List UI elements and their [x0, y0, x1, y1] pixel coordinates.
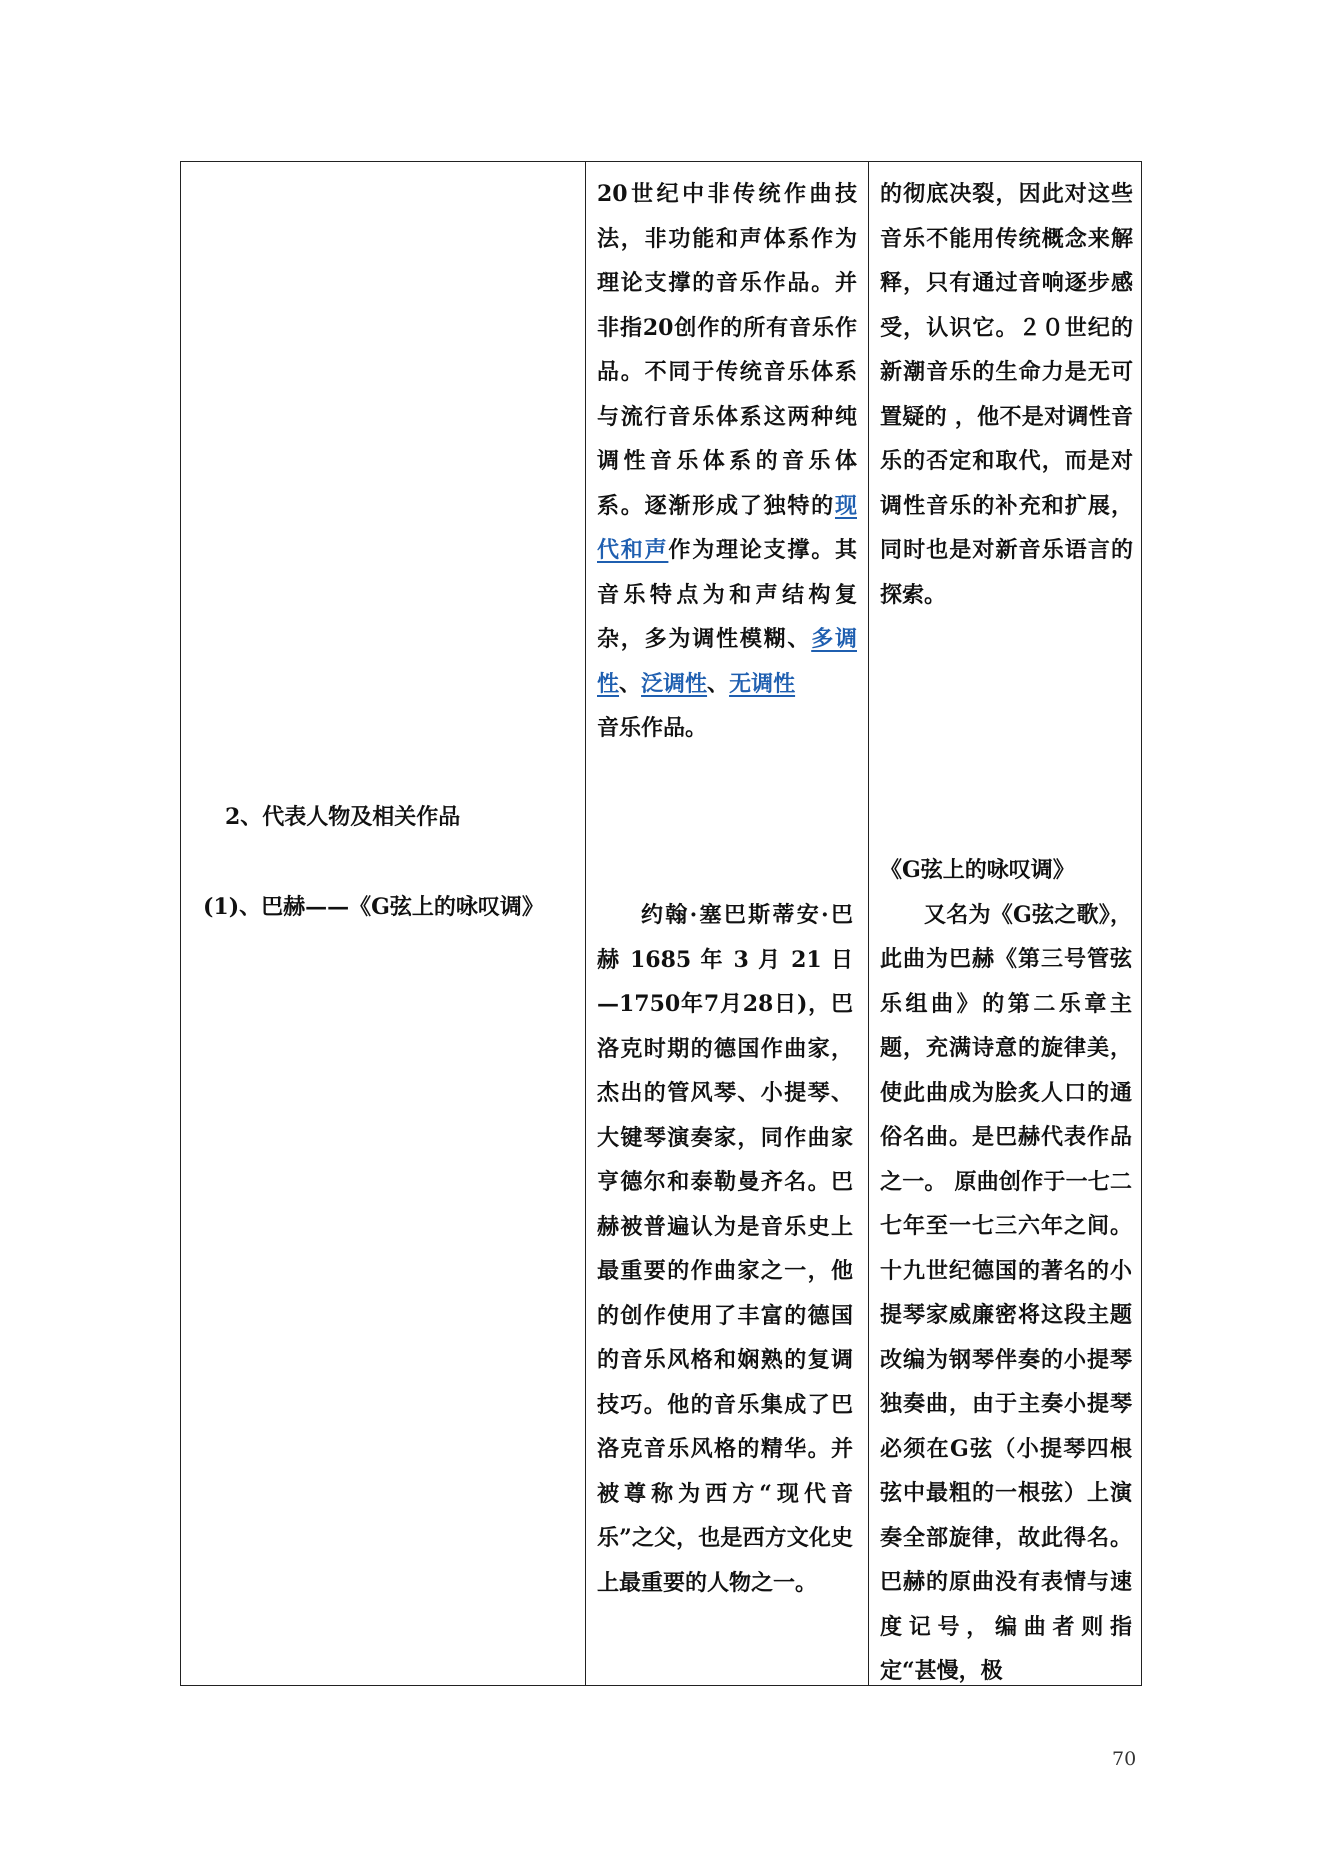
paragraph-modern-music-definition	[597, 172, 857, 751]
text-segment: 音乐作品。	[597, 715, 708, 741]
text-segment: 20世纪中非传统作曲技法，非功能和声体系作为理论支撑的音乐作品。并非指20创作的所有音乐作品。不同于传统音乐体系与流行音乐体系这两种纯调性音乐体系的音乐体系。逐渐形成了独特的	[597, 181, 857, 519]
paragraph-new-music-vitality: 的彻底决裂，因此对这些音乐不能用传统概念来解释，只有通过音响逐步感受，认识它。２０世纪的新潮音乐的生命力是无可置疑的 ，他不是对调性音乐的否定和取代，而是对调性音乐的补充和扩展，同时也是对新音乐语言的探索。	[880, 181, 1133, 608]
piece-title-air-on-g: 《G弦上的咏叹调》	[880, 857, 1075, 883]
text-separator: 、	[707, 670, 730, 697]
page-number: 70	[1112, 1748, 1137, 1770]
link-pantonality[interactable]: 泛调性	[641, 670, 708, 697]
section-heading: 2、代表人物及相关作品	[225, 804, 461, 830]
text-separator: 、	[619, 670, 642, 697]
paragraph-air-on-g-description: 又名为《G弦之歌》，此曲为巴赫《第三号管弦乐组曲》的第二乐章主题，充满诗意的旋律美，使此曲成为脍炙人口的通俗名曲。是巴赫代表作品之一。 原曲创作于一七二七年至一七三六年之间。十九世纪德国的著名的小提琴家威廉密将这段主题改编为钢琴伴奏的小提琴独奏曲，由于主奏小提琴必须在G弦（小提琴四根弦中最粗的一根弦）上演奏全部旋律，故此得名。巴赫的原曲没有表情与速度记号，编曲者则指定“甚慢，极	[880, 901, 1132, 1684]
text-segment: 作为理论支撑。其音乐特点为和声结构复杂，多为调性模糊、	[597, 537, 857, 652]
paragraph-bach-biography: 约翰·塞巴斯蒂安·巴赫 1685 年 3 月 21 日—1750年7月28日)，巴洛克时期的德国作曲家，杰出的管风琴、小提琴、大键琴演奏家，同作曲家亨德尔和泰勒曼齐名。巴赫被普遍认为是音乐史上最重要的作曲家之一，他的创作使用了丰富的德国的音乐风格和娴熟的复调技巧。他的音乐集成了巴洛克音乐风格的精华。并被尊称为西方“现代音乐”之父，也是西方文化史上最重要的人物之一。	[597, 902, 853, 1596]
table-cell-col3-lower	[880, 848, 1132, 1694]
link-modern-harmony[interactable]: 现代和声	[597, 492, 857, 563]
link-atonality[interactable]: 无调性	[729, 670, 796, 697]
piece-title-bach: (1)、巴赫——《G弦上的咏叹调》	[203, 894, 544, 920]
link-polytonality[interactable]: 多调性	[597, 626, 857, 697]
table-cell-col2-lower	[597, 893, 853, 1605]
